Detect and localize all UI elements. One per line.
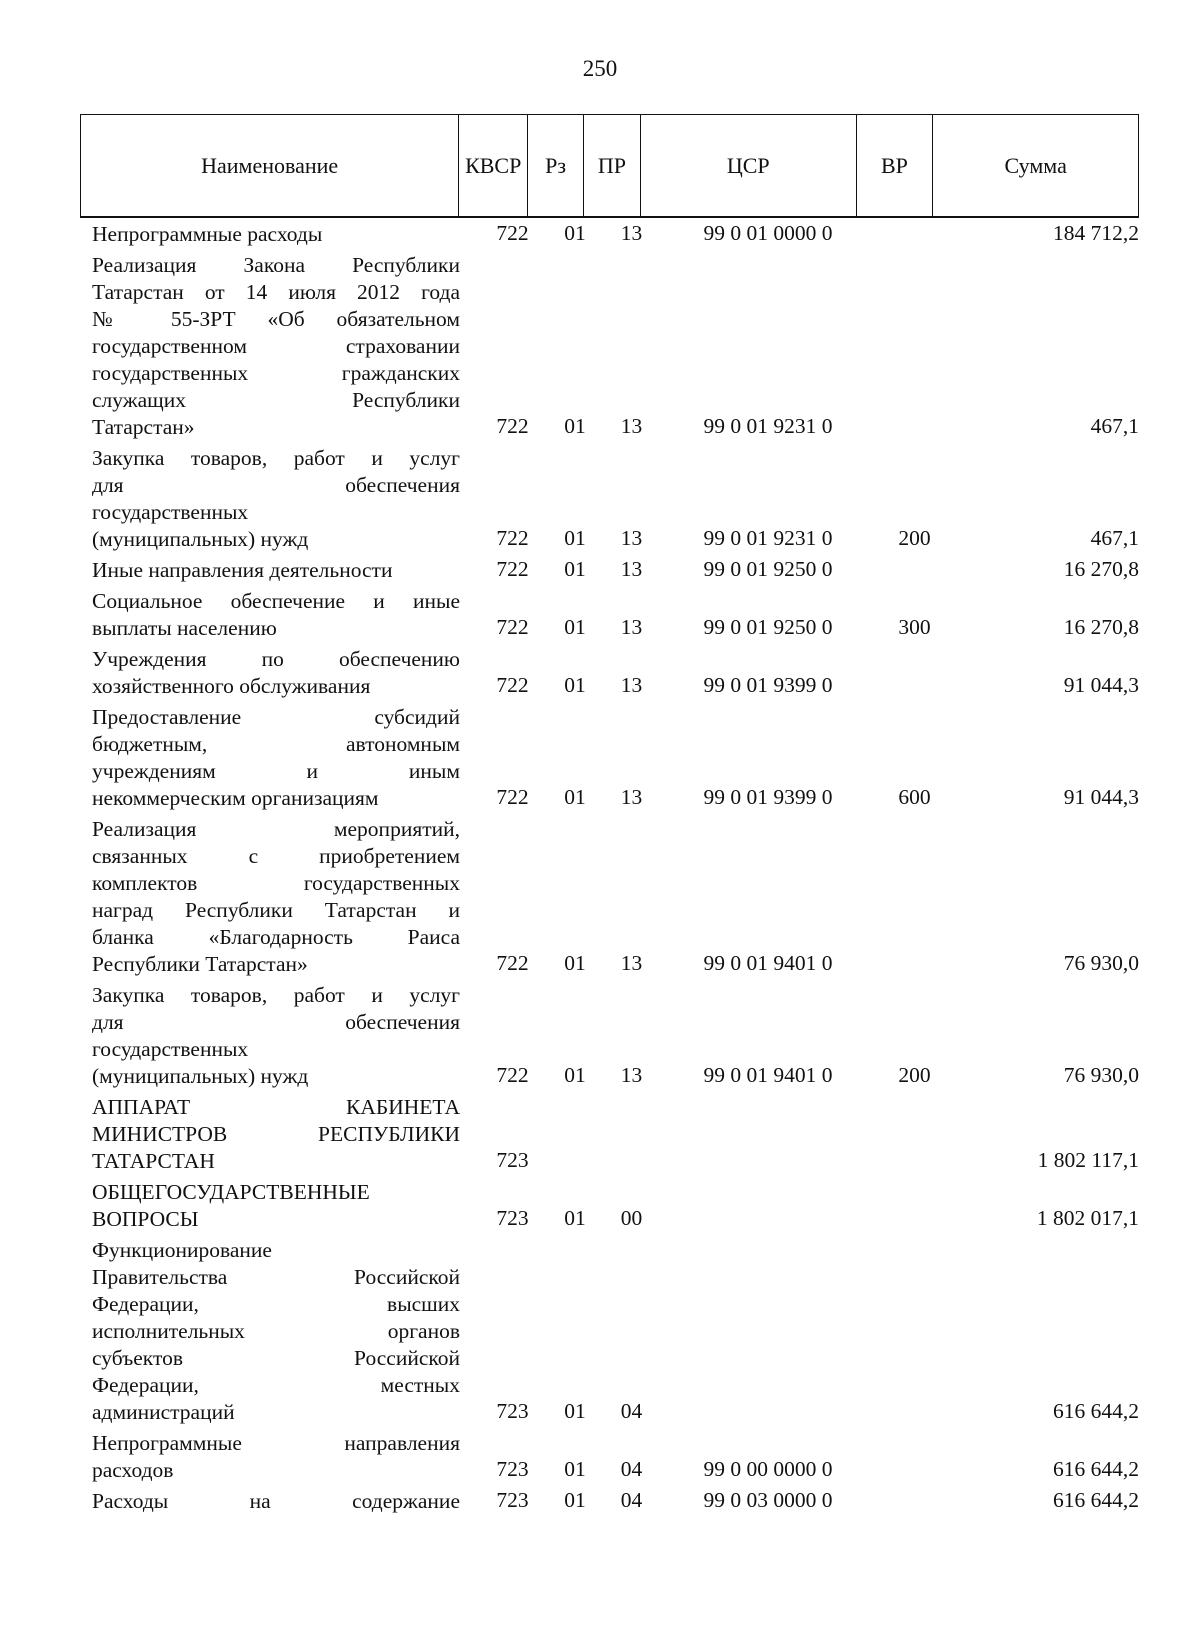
row-name-line: Социальное обеспечение и иные: [92, 589, 460, 613]
row-name-line: Иные направления деятельности: [92, 558, 393, 582]
row-csr: 99 0 01 9401 0: [703, 951, 833, 975]
row-rz: 01: [564, 951, 586, 975]
row-csr: 99 0 00 0000 0: [703, 1457, 833, 1481]
row-name-line: связанных с приобретением: [92, 844, 460, 868]
row-name-line: для обеспечения: [92, 473, 460, 497]
row-pr: 04: [620, 1399, 643, 1423]
row-name: [80, 221, 460, 248]
row-csr: 99 0 01 9250 0: [703, 615, 833, 639]
row-sum: 467,1: [1090, 526, 1139, 550]
row-name-line: учреждениям и иным: [92, 759, 460, 783]
row-pr: 13: [620, 557, 643, 581]
row-name-line: для обеспечения: [92, 1010, 460, 1034]
row-rz: 01: [564, 785, 586, 809]
row-sum: 616 644,2: [1053, 1488, 1139, 1512]
row-csr: 99 0 01 9250 0: [703, 557, 833, 581]
row-name: [80, 982, 460, 1090]
table-row: [80, 816, 1139, 978]
row-name-line: Закупка товаров, работ и услуг: [92, 983, 460, 1007]
row-rz: 01: [564, 1206, 586, 1230]
row-name: [80, 252, 460, 441]
row-name-line: исполнительных органов: [92, 1319, 460, 1343]
row-name-line: Правительства Российской: [92, 1265, 460, 1289]
row-name-line: Татарстан»: [92, 415, 195, 439]
table-row: [80, 982, 1139, 1090]
row-vr: 300: [898, 615, 931, 639]
row-sum: 467,1: [1090, 414, 1139, 438]
row-name-line: Федерации, высших: [92, 1292, 460, 1316]
table-row: [80, 704, 1139, 812]
row-csr: 99 0 01 9401 0: [703, 1063, 833, 1087]
row-pr: 13: [620, 1063, 643, 1087]
row-csr: 99 0 01 9399 0: [703, 673, 833, 697]
row-name-line: Функционирование: [92, 1238, 272, 1262]
row-kvsr: 722: [496, 221, 529, 245]
header-name: Наименование: [81, 115, 459, 216]
row-name-line: государственном страховании: [92, 334, 460, 358]
row-sum: 16 270,8: [1063, 557, 1139, 581]
header-vr: ВР: [857, 115, 934, 216]
row-name-line: № 55-ЗРТ «Об обязательном: [92, 307, 460, 331]
row-name: [80, 1094, 460, 1175]
row-kvsr: 723: [496, 1488, 529, 1512]
row-name-line: ОБЩЕГОСУДАРСТВЕННЫЕ: [92, 1180, 370, 1204]
row-rz: 01: [564, 557, 586, 581]
row-rz: 01: [564, 1457, 586, 1481]
row-sum: 16 270,8: [1063, 615, 1139, 639]
row-name-line: наград Республики Татарстан и: [92, 898, 460, 922]
header-sum: Сумма: [1004, 152, 1067, 178]
row-kvsr: 722: [496, 526, 529, 550]
row-sum: 91 044,3: [1063, 785, 1139, 809]
row-pr: 13: [620, 673, 643, 697]
table-row: [80, 252, 1139, 441]
row-name: [80, 557, 460, 584]
row-rz: 01: [564, 1399, 586, 1423]
header-pr: ПР: [584, 115, 641, 216]
row-rz: 01: [564, 615, 586, 639]
row-sum: 1 802 017,1: [1036, 1206, 1139, 1230]
row-rz: 01: [564, 221, 586, 245]
table-row: [80, 221, 1139, 248]
row-name-line: Федерации, местных: [92, 1373, 460, 1397]
row-kvsr: 722: [496, 785, 529, 809]
row-name-line: (муниципальных) нужд: [92, 527, 309, 551]
row-name-line: Расходы на содержание: [92, 1489, 460, 1513]
header-rz: Рз: [528, 115, 584, 216]
row-name-line: Республики Татарстан»: [92, 952, 308, 976]
table-row: [80, 1237, 1139, 1426]
row-pr: 13: [620, 526, 643, 550]
row-csr: 99 0 01 9231 0: [703, 526, 833, 550]
row-name-line: МИНИСТРОВ РЕСПУБЛИКИ: [92, 1122, 460, 1146]
page-number: 250: [582, 56, 618, 81]
row-kvsr: 722: [496, 557, 529, 581]
table-row: [80, 557, 1139, 584]
row-vr: 200: [898, 1063, 931, 1087]
row-pr: 00: [620, 1206, 643, 1230]
row-pr: 13: [620, 615, 643, 639]
row-name-line: некоммерческим организациям: [92, 786, 379, 810]
row-csr: 99 0 03 0000 0: [703, 1488, 833, 1512]
row-name-line: АППАРАТ КАБИНЕТА: [92, 1095, 460, 1119]
row-rz: 01: [564, 414, 586, 438]
table-header: [80, 114, 1139, 218]
table-row: [80, 1488, 1139, 1515]
table-row: [80, 646, 1139, 700]
row-name: [80, 1488, 460, 1515]
row-csr: 99 0 01 9231 0: [703, 414, 833, 438]
row-kvsr: 722: [496, 951, 529, 975]
row-pr: 04: [620, 1457, 643, 1481]
row-rz: 01: [564, 1488, 586, 1512]
table-row: [80, 1179, 1139, 1233]
row-name: [80, 588, 460, 642]
row-name-line: бланка «Благодарность Раиса: [92, 925, 460, 949]
row-vr: 600: [898, 785, 931, 809]
row-name-line: Татарстан от 14 июля 2012 года: [92, 280, 460, 304]
row-pr: 13: [620, 221, 643, 245]
row-kvsr: 723: [496, 1399, 529, 1423]
row-name-line: расходов: [92, 1458, 174, 1482]
row-name-line: государственных: [92, 500, 249, 524]
row-name-line: Непрограммные направления: [92, 1431, 460, 1455]
row-sum: 91 044,3: [1063, 673, 1139, 697]
row-kvsr: 723: [496, 1457, 529, 1481]
table-row: [80, 445, 1139, 553]
row-sum: 616 644,2: [1053, 1457, 1139, 1481]
table-row: [80, 588, 1139, 642]
row-name-line: хозяйственного обслуживания: [92, 674, 371, 698]
row-name-line: ТАТАРСТАН: [92, 1149, 215, 1173]
row-name-line: субъектов Российской: [92, 1346, 460, 1370]
row-name: [80, 445, 460, 553]
row-rz: 01: [564, 526, 586, 550]
row-name-line: Предоставление субсидий: [92, 705, 460, 729]
row-name: [80, 704, 460, 812]
row-name: [80, 1179, 460, 1233]
row-name-line: комплектов государственных: [92, 871, 460, 895]
row-name-line: государственных гражданских: [92, 361, 460, 385]
row-name-line: выплаты населению: [92, 616, 277, 640]
row-name: [80, 1237, 460, 1426]
row-name-line: Закупка товаров, работ и услуг: [92, 446, 460, 470]
row-name-line: государственных: [92, 1037, 249, 1061]
row-name-line: (муниципальных) нужд: [92, 1064, 309, 1088]
row-csr: 99 0 01 0000 0: [703, 221, 833, 245]
row-sum: 1 802 117,1: [1037, 1148, 1139, 1172]
row-name-line: Реализация Закона Республики: [92, 253, 460, 277]
row-vr: 200: [898, 526, 931, 550]
row-name: [80, 646, 460, 700]
row-sum: 76 930,0: [1063, 951, 1139, 975]
header-kvsr: КВСР: [459, 115, 528, 216]
row-rz: 01: [564, 1063, 586, 1087]
row-name: [80, 1430, 460, 1484]
row-name-line: Учреждения по обеспечению: [92, 647, 460, 671]
row-name-line: администраций: [92, 1400, 235, 1424]
row-kvsr: 722: [496, 673, 529, 697]
row-csr: 99 0 01 9399 0: [703, 785, 833, 809]
table-body: [80, 221, 1139, 1519]
row-name-line: бюджетным, автономным: [92, 732, 460, 756]
row-name: [80, 816, 460, 978]
header-csr: ЦСР: [641, 115, 857, 216]
row-rz: 01: [564, 673, 586, 697]
row-name-line: Реализация мероприятий,: [92, 817, 460, 841]
row-name-line: ВОПРОСЫ: [92, 1207, 199, 1231]
row-pr: 13: [620, 785, 643, 809]
row-name-line: служащих Республики: [92, 388, 460, 412]
row-sum: 616 644,2: [1053, 1399, 1139, 1423]
row-kvsr: 722: [496, 414, 529, 438]
row-kvsr: 722: [496, 615, 529, 639]
row-name-line: Непрограммные расходы: [92, 222, 323, 246]
row-kvsr: 723: [496, 1148, 529, 1172]
table-row: [80, 1430, 1139, 1484]
table-row: [80, 1094, 1139, 1175]
row-pr: 04: [620, 1488, 643, 1512]
row-sum: 76 930,0: [1063, 1063, 1139, 1087]
row-pr: 13: [620, 414, 643, 438]
row-pr: 13: [620, 951, 643, 975]
row-sum: 184 712,2: [1053, 221, 1139, 245]
row-kvsr: 722: [496, 1063, 529, 1087]
row-kvsr: 723: [496, 1206, 529, 1230]
